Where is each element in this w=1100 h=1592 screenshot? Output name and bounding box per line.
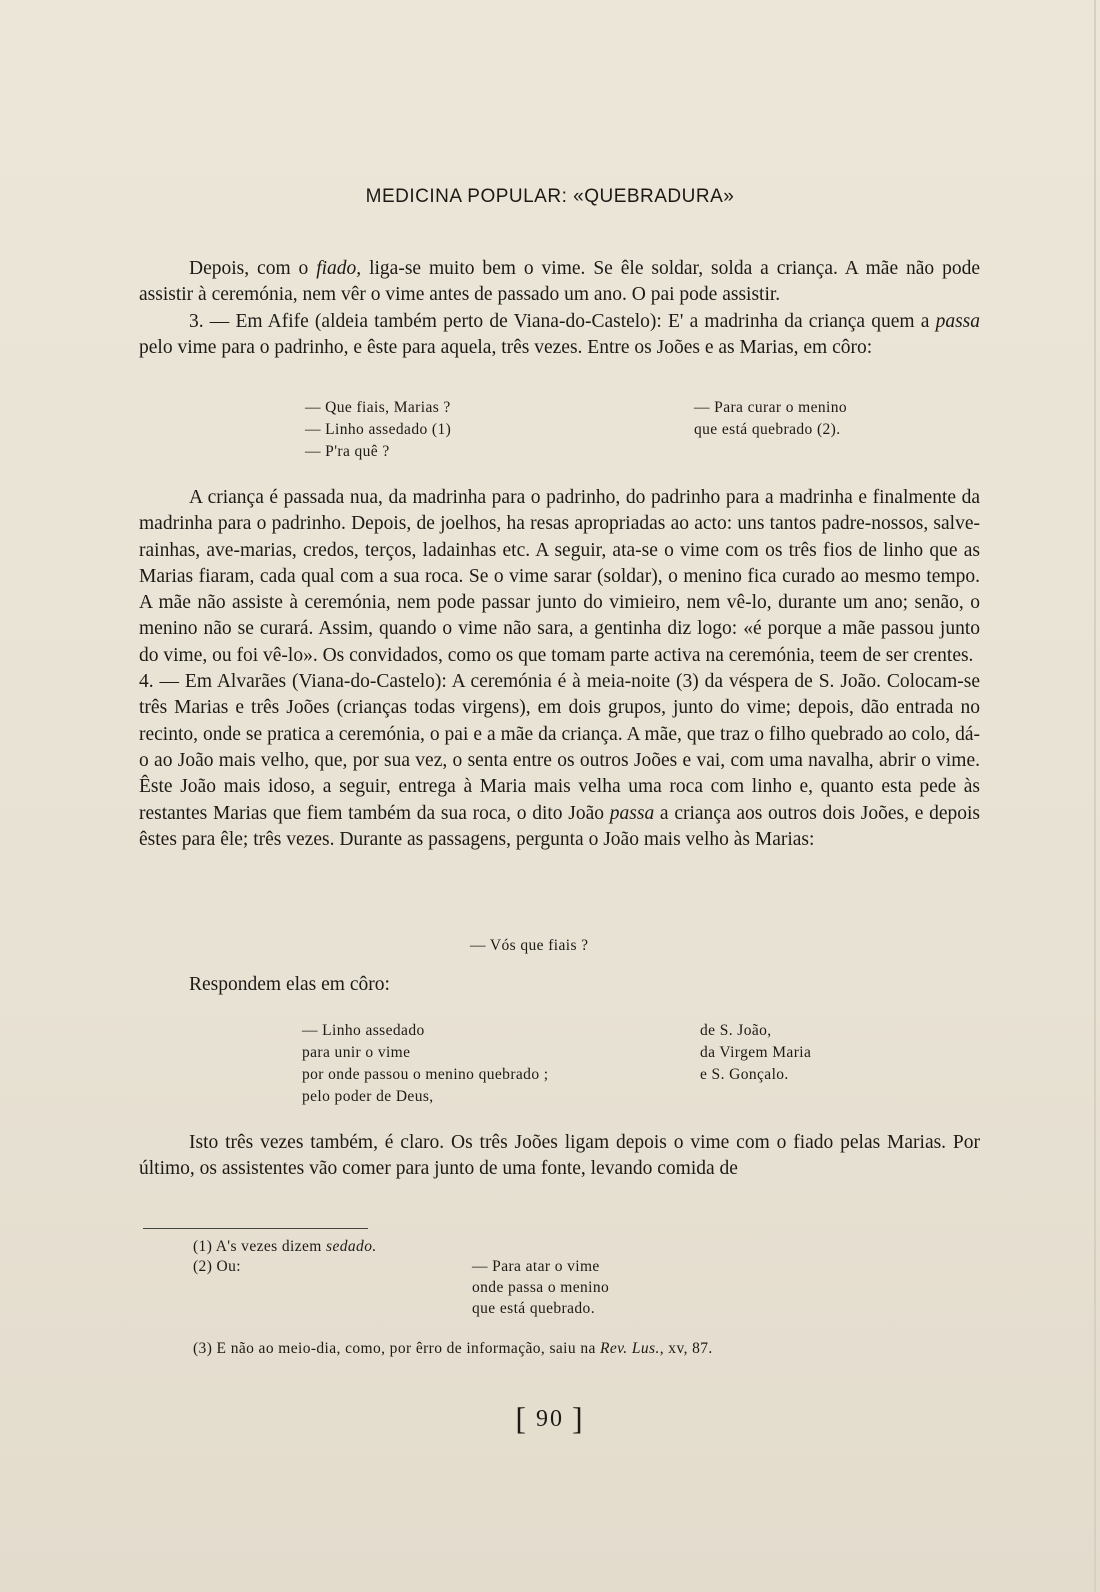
- page-number-close-bracket: ]: [572, 1400, 585, 1436]
- body-block-3: [139, 972, 980, 998]
- verse-3-left: [302, 1020, 548, 1108]
- verse-line: e S. Gonçalo.: [700, 1066, 789, 1083]
- footnote-1: [193, 1236, 377, 1257]
- verse-line: que está quebrado (2).: [694, 421, 841, 438]
- verse-line: para unir o vime: [302, 1044, 411, 1061]
- verse-line: onde passa o menino: [472, 1279, 610, 1296]
- verse-line: — Que fiais, Marias ?: [305, 399, 451, 416]
- body-block-1: [139, 256, 980, 361]
- footnote-3-text-a: (3) E não ao meio-dia, como, por êrro de informação, saiu na: [193, 1340, 601, 1357]
- body-block-2: [139, 485, 980, 853]
- paragraph-4: 4. — Em Alvarães (Viana-do-Castelo): A ceremónia é à meia-noite (3) da véspera de S. João. Colocam-se três Marias e três Joões (crianças todas virgens), em dois grupos, junto do vime; depois, dão entrada no recinto, onde se pratica a ceremónia, o pai e a mãe da criança. A mãe, que traz o filho quebrado ao colo, dá-o ao João mais velho, que, por sua vez, o senta entre os outros Joões e vai, com uma navalha, abrir o vime. Êste João mais idoso, a seguir, entrega à Maria mais velha uma roca com linho e, quanto esta pede às restantes Marias que fiem também da sua roca, o dito João: [139, 671, 980, 824]
- verse-line: — Vós que fiais ?: [470, 937, 589, 954]
- verse-line: por onde passou o menino quebrado ;: [302, 1066, 549, 1083]
- footnote-3-text-b: xv, 87.: [664, 1340, 713, 1357]
- verse-1-left: [305, 397, 451, 463]
- verse-line: — Linho assedado (1): [305, 421, 452, 438]
- paragraph-4-italic: passa: [609, 802, 655, 824]
- paragraph-2-text-a: 3. — Em Afife (aldeia também perto de Viana-do-Castelo): E' a madrinha da criança quem a: [189, 310, 936, 332]
- verse-3-right: [700, 1020, 811, 1086]
- paragraph-1: [139, 256, 980, 309]
- paragraph-6: Isto três vezes também, é claro. Os três Joões ligam depois o vime com o fiado pelas Marias. Por último, os assistentes vão comer para junto de uma fonte, levando comida de: [139, 1132, 980, 1180]
- verse-line: de S. João,: [700, 1022, 772, 1039]
- page-number-open-bracket: [: [515, 1400, 528, 1436]
- verse-line: que está quebrado.: [472, 1300, 595, 1317]
- verse-line: — Para atar o vime: [472, 1258, 600, 1275]
- footnote-3-italic: Rev. Lus.,: [600, 1340, 665, 1357]
- verse-2: [470, 935, 588, 957]
- verse-line: — P'ra quê ?: [305, 443, 390, 460]
- footnote-1-italic: sedado.: [326, 1238, 377, 1255]
- body-block-4: [139, 1130, 980, 1183]
- verse-1-right: [694, 397, 847, 441]
- footnote-2: [193, 1256, 241, 1277]
- running-header: [0, 186, 1100, 208]
- header-title: MEDICINA POPULAR: «QUEBRADURA»: [365, 186, 735, 207]
- paragraph-1-text-a: Depois, com o: [189, 258, 317, 279]
- paragraph-2: [139, 309, 980, 362]
- footnote-2-verse: [472, 1256, 609, 1319]
- paragraph-1-text-b: liga-se muito bem o vime. Se êle soldar, solda a criança. A mãe não pode assistir à ceremónia, nem vêr o vime antes de passado um ano. O pai pode assistir.: [139, 258, 980, 306]
- paragraph-1-italic: fiado,: [316, 258, 362, 279]
- paragraph-5: Respondem elas em côro:: [189, 974, 390, 995]
- page-number: [0, 1400, 1100, 1437]
- verse-line: — Linho assedado: [302, 1022, 425, 1039]
- footnote-2-text: (2) Ou:: [193, 1258, 241, 1275]
- footnote-divider: [143, 1228, 368, 1229]
- paragraph-3: A criança é passada nua, da madrinha para o padrinho, do padrinho para a madrinha e finalmente da madrinha para o padrinho. Depois, de joelhos, ha resas apropriadas ao acto: uns tantos padre-nossos, salve-rainhas, ave-marias, credos, terços, ladainhas etc. A seguir, ata-se o vime com os três fios de linho que as Marias fiaram, cada qual com a sua roca. Se o vime sarar (soldar), o menino fica curado ao mesmo tempo. A mãe não assiste à ceremónia, nem pode passar junto do vimieiro, nem vê-lo, durante um ano; senão, o menino não se curará. Assim, quando o vime não sara, a gentinha diz logo: «é porque a mãe passou junto do vime, ou foi vê-lo». Os convidados, como os que tomam parte activa na ceremónia, teem de ser crentes.: [139, 487, 980, 666]
- page-edge: [1094, 0, 1096, 1592]
- footnote-3: [193, 1338, 713, 1359]
- verse-line: da Virgem Maria: [700, 1044, 812, 1061]
- verse-line: pelo poder de Deus,: [302, 1088, 434, 1105]
- page-number-value: 90: [536, 1406, 564, 1432]
- paragraph-2-text-b: pelo vime para o padrinho, e êste para aquela, três vezes. Entre os Joões e as Marias, em côro:: [139, 336, 873, 358]
- paragraph-4-text-b: a criança aos outros dois Joões, e depois êstes para êle; três vezes. Durante as passagens, pergunta o João mais velho às Marias:: [139, 802, 980, 850]
- footnote-1-text: (1) A's vezes dizem: [193, 1238, 327, 1255]
- verse-line: — Para curar o menino: [694, 399, 848, 416]
- paragraph-2-italic: passa: [935, 310, 980, 332]
